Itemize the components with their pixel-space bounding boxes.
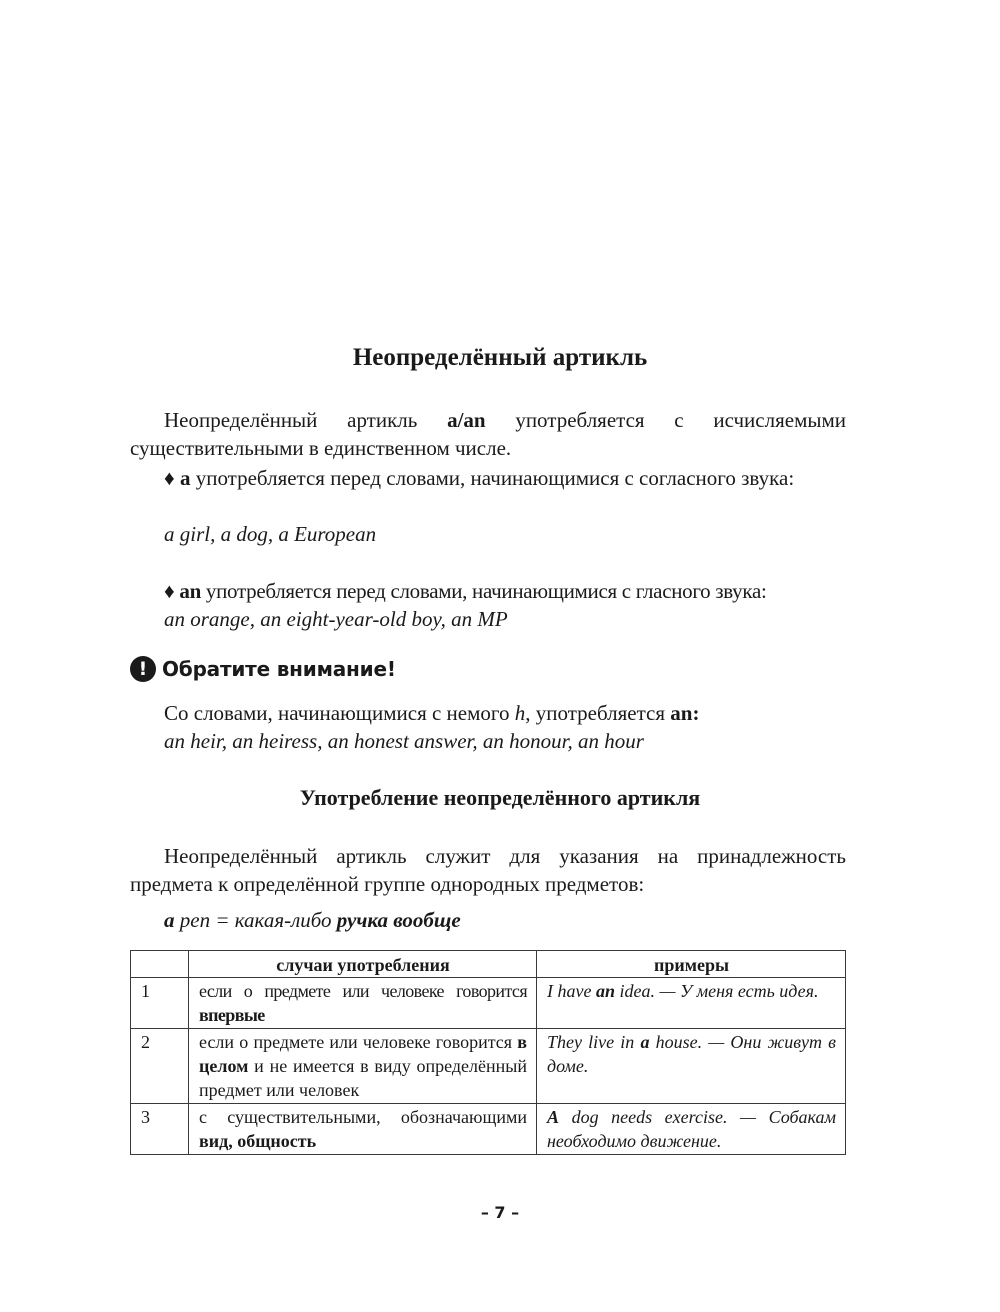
intro-text: Неопределённый артикль: [164, 408, 448, 432]
section-subheading: Употребление неопределённого артикля: [299, 785, 701, 810]
diamond-bullet-icon: ♦: [164, 579, 175, 603]
rule-an-text: употребляется перед словами, начинающимися с гласного звука:: [200, 579, 767, 603]
example-text: house. — Они живут в доме.: [547, 1032, 836, 1076]
example-text: I have: [547, 981, 596, 1001]
rule-a-examples: a girl, a dog, a European: [164, 522, 377, 546]
row-case: [189, 1104, 537, 1155]
table-header-row: [131, 951, 846, 978]
case-bold: впервые: [199, 1005, 265, 1025]
usage-formula: [164, 906, 461, 934]
exclamation-circle-icon: !: [130, 656, 156, 682]
rule-an-article: an: [179, 579, 201, 603]
usage-paragraph: Неопределённый артикль служит для указания на принадлежность предмета к определённой группе однородных предметов:: [130, 844, 846, 896]
rule-a-text: употребляется перед словами, начинающимися с согласного звука:: [190, 466, 795, 490]
table-row: [131, 1104, 846, 1155]
formula-text: pen = какая-либо: [174, 908, 337, 932]
row-example: [537, 978, 846, 1029]
usage-table: [130, 950, 846, 1155]
row-case: [189, 978, 537, 1029]
row-example: [537, 1029, 846, 1104]
intro-paragraph: [130, 406, 846, 462]
row-number: 2: [131, 1029, 189, 1104]
diamond-bullet-icon: ♦: [164, 466, 175, 490]
example-text: They live in: [547, 1032, 641, 1052]
row-example: [537, 1104, 846, 1155]
table-row: [131, 1029, 846, 1104]
notice-letter-h: h: [514, 701, 526, 725]
notice-text: [164, 699, 699, 727]
table-row: [131, 978, 846, 1029]
intro-article: a/an: [447, 408, 486, 432]
row-number: 3: [131, 1104, 189, 1155]
example-article: A: [547, 1107, 560, 1127]
intro-text-rest: употребляется с исчисляемыми существительными в единственном числе.: [130, 408, 846, 460]
table-header-cases: случаи употребления: [189, 951, 537, 978]
rule-a: [130, 464, 846, 492]
row-number: 1: [131, 978, 189, 1029]
notice-examples: an heir, an heiress, an honest answer, an honour, an hour: [164, 729, 644, 753]
notice-text-part: Со словами, начинающимися с немого: [164, 701, 515, 725]
case-bold: вид, общность: [199, 1131, 317, 1151]
case-text: если о предмете или человеке говорится: [199, 1032, 518, 1052]
example-text: idea. — У меня есть идея.: [615, 981, 819, 1001]
formula-article: a: [164, 908, 175, 932]
example-text: dog needs exercise. — Собакам необходимо движение.: [547, 1107, 836, 1151]
formula-bold: ручка вообще: [336, 908, 461, 932]
example-article: an: [595, 981, 615, 1001]
notice-text-part: , употребляется: [525, 701, 671, 725]
table-header-num: [131, 951, 189, 978]
table-header-examples: примеры: [537, 951, 846, 978]
page-number: – 7 –: [480, 1203, 520, 1222]
row-case: [189, 1029, 537, 1104]
notice-article: an:: [670, 701, 700, 725]
case-text: с существительными, обозначающими: [199, 1107, 527, 1127]
page-heading: Неопределённый артикль: [352, 344, 648, 371]
case-bold: в целом: [199, 1032, 527, 1076]
case-text: и не имеется в виду определённый предмет или человек: [199, 1056, 527, 1100]
rule-an: [164, 577, 854, 605]
rule-a-article: a: [179, 466, 191, 490]
case-text: если о предмете или человеке говорится: [199, 981, 527, 1001]
notice-header: [130, 656, 396, 682]
rule-an-examples: an orange, an eight-year-old boy, an MP: [164, 607, 508, 631]
notice-title: Обратите внимание!: [162, 657, 396, 681]
example-article: a: [640, 1032, 650, 1052]
